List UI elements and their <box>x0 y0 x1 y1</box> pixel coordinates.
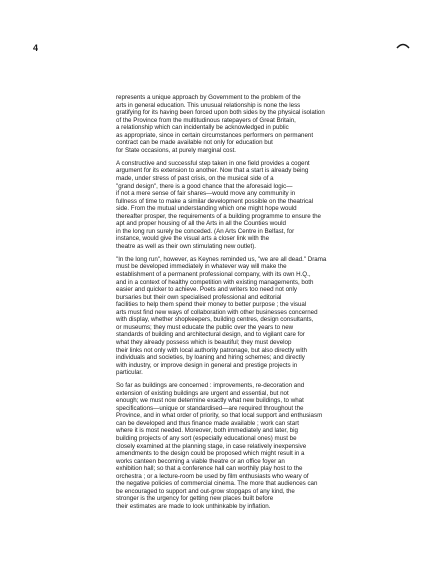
text-line: what they already possess which is beautiful; they must develop <box>116 338 292 346</box>
text-line: a relationship which can incidentally be acknowledged in public <box>116 124 289 132</box>
text-line: represents a unique approach by Government to the problem of the <box>116 94 301 101</box>
paragraph <box>116 160 416 251</box>
text-line: as appropriate, since in certain circumstances performers on permanent <box>116 131 314 139</box>
text-line: made, under stress of past crisis, on the musical side of a <box>116 174 274 182</box>
text-line: individuals and societies, by loaning and hiring schemes; and directly <box>116 354 305 362</box>
text-line: orchestra ; or a lecture-room be used by film enthusiasts who weary of <box>116 472 309 480</box>
text-line: gratifying for its having been forced upon both sides by the physical isolation <box>116 109 325 117</box>
text-line: fullness of time to make a similar development possible on the theatrical <box>116 197 314 205</box>
text-line: easier and quicker to achieve. Poets and writers too need not only <box>116 286 297 294</box>
text-line: of the Province from the multitudinous ratepayers of Great Britain, <box>116 116 296 124</box>
text-line: "In the long run", however, as Keynes reminded us, "we are all dead." Drama <box>116 255 327 263</box>
text-line: where it is most needed. Moreover, both immediately and later, big <box>116 427 298 435</box>
text-line: closely examined at the planning stage, in case relatively inexpensive <box>116 442 307 450</box>
text-line: theatre as well as their own stimulating new outlet). <box>116 242 256 250</box>
text-line: or museums; they must educate the public over the years to new <box>116 323 294 331</box>
body-text <box>116 94 416 516</box>
text-line: stronger is the urgency for getting new places built before <box>116 495 274 503</box>
text-line: particular. <box>116 369 143 377</box>
text-line: establishment of a permanent professional company, with its own H.Q., <box>116 271 311 279</box>
paragraph <box>116 256 416 377</box>
text-line: with industry, or improve design in general and prestige projects in <box>116 361 298 369</box>
text-line: with display, whether shopkeepers, building centres, design consultants, <box>116 316 314 324</box>
text-line: enough; we must now determine exactly what new buildings, to what <box>116 397 304 405</box>
text-line: extension of existing buildings are urgent and essential, but not <box>116 389 289 397</box>
text-line: thereafter prosper, the requirements of a building programme to ensure the <box>116 212 321 220</box>
text-line: arts in general education. This unusual relationship is none the less <box>116 101 301 109</box>
page-number: 4 <box>33 43 39 53</box>
text-line: and in a context of healthy competition with existing managements, both <box>116 278 314 286</box>
text-line: if not a mere sense of fair shares—would move any community in <box>116 190 296 198</box>
text-line: in the long run surely be conceded. (An Arts Centre in Belfast, for <box>116 227 295 235</box>
text-line: apt and proper housing of all the Arts in all the Counties would <box>116 220 286 228</box>
text-line: building projects of any sort (especially educational ones) must be <box>116 435 297 443</box>
text-line: must be developed immediately in whatever way will make the <box>116 263 287 271</box>
text-line: "grand design", there is a good chance that the aforesaid logic— <box>116 182 293 190</box>
text-line: argument for its extension to another. Now that a start is already being <box>116 167 309 175</box>
text-line: works canteen becoming a viable theatre or an office foyer an <box>116 457 285 465</box>
text-line: be encouraged to support and out-grow stopgaps of any kind, the <box>116 487 295 495</box>
text-line: arts must find new ways of collaboration with other businesses concerned <box>116 308 318 316</box>
text-line: Province, and in what order of priority, so that local support and enthusiasm <box>116 412 323 420</box>
text-line: for State occasions, at purely marginal cost. <box>116 146 237 154</box>
text-line: contract can be made available not only for education but <box>116 139 273 147</box>
text-line: specifications—unique or standardised—are required throughout the <box>116 404 304 412</box>
text-line: exhibition hall; so that a conference hall can worthily play host to the <box>116 465 303 473</box>
paragraph <box>116 94 416 154</box>
text-line: bursaries but their own specialised professional and editorial <box>116 293 282 301</box>
text-line: the negative policies of commercial cinema. The more that audiences can <box>116 480 318 488</box>
text-line: their estimates are made to look unthinkable by inflation. <box>116 502 271 510</box>
text-line: facilities to help them spend their money to better purpose ; the visual <box>116 301 307 309</box>
text-line: side. From the mutual understanding which one might hope would <box>116 205 297 213</box>
text-line: amendments to the design could be proposed which might result in a <box>116 450 305 458</box>
text-line: A constructive and successful step taken in one field provides a cogent <box>116 159 310 167</box>
caret-mark-icon <box>396 41 410 49</box>
text-line: their links not only with local authority patronage, but also directly with <box>116 346 307 354</box>
paragraph <box>116 382 416 510</box>
text-line: instance, would give the visual arts a closer link with the <box>116 235 270 243</box>
text-line: So far as buildings are concerned : improvements, re-decoration and <box>116 382 305 390</box>
text-line: can be developed and thus finance made available ; work can start <box>116 419 299 427</box>
text-line: standards of building and architectural design, and to vigilant care for <box>116 331 305 339</box>
